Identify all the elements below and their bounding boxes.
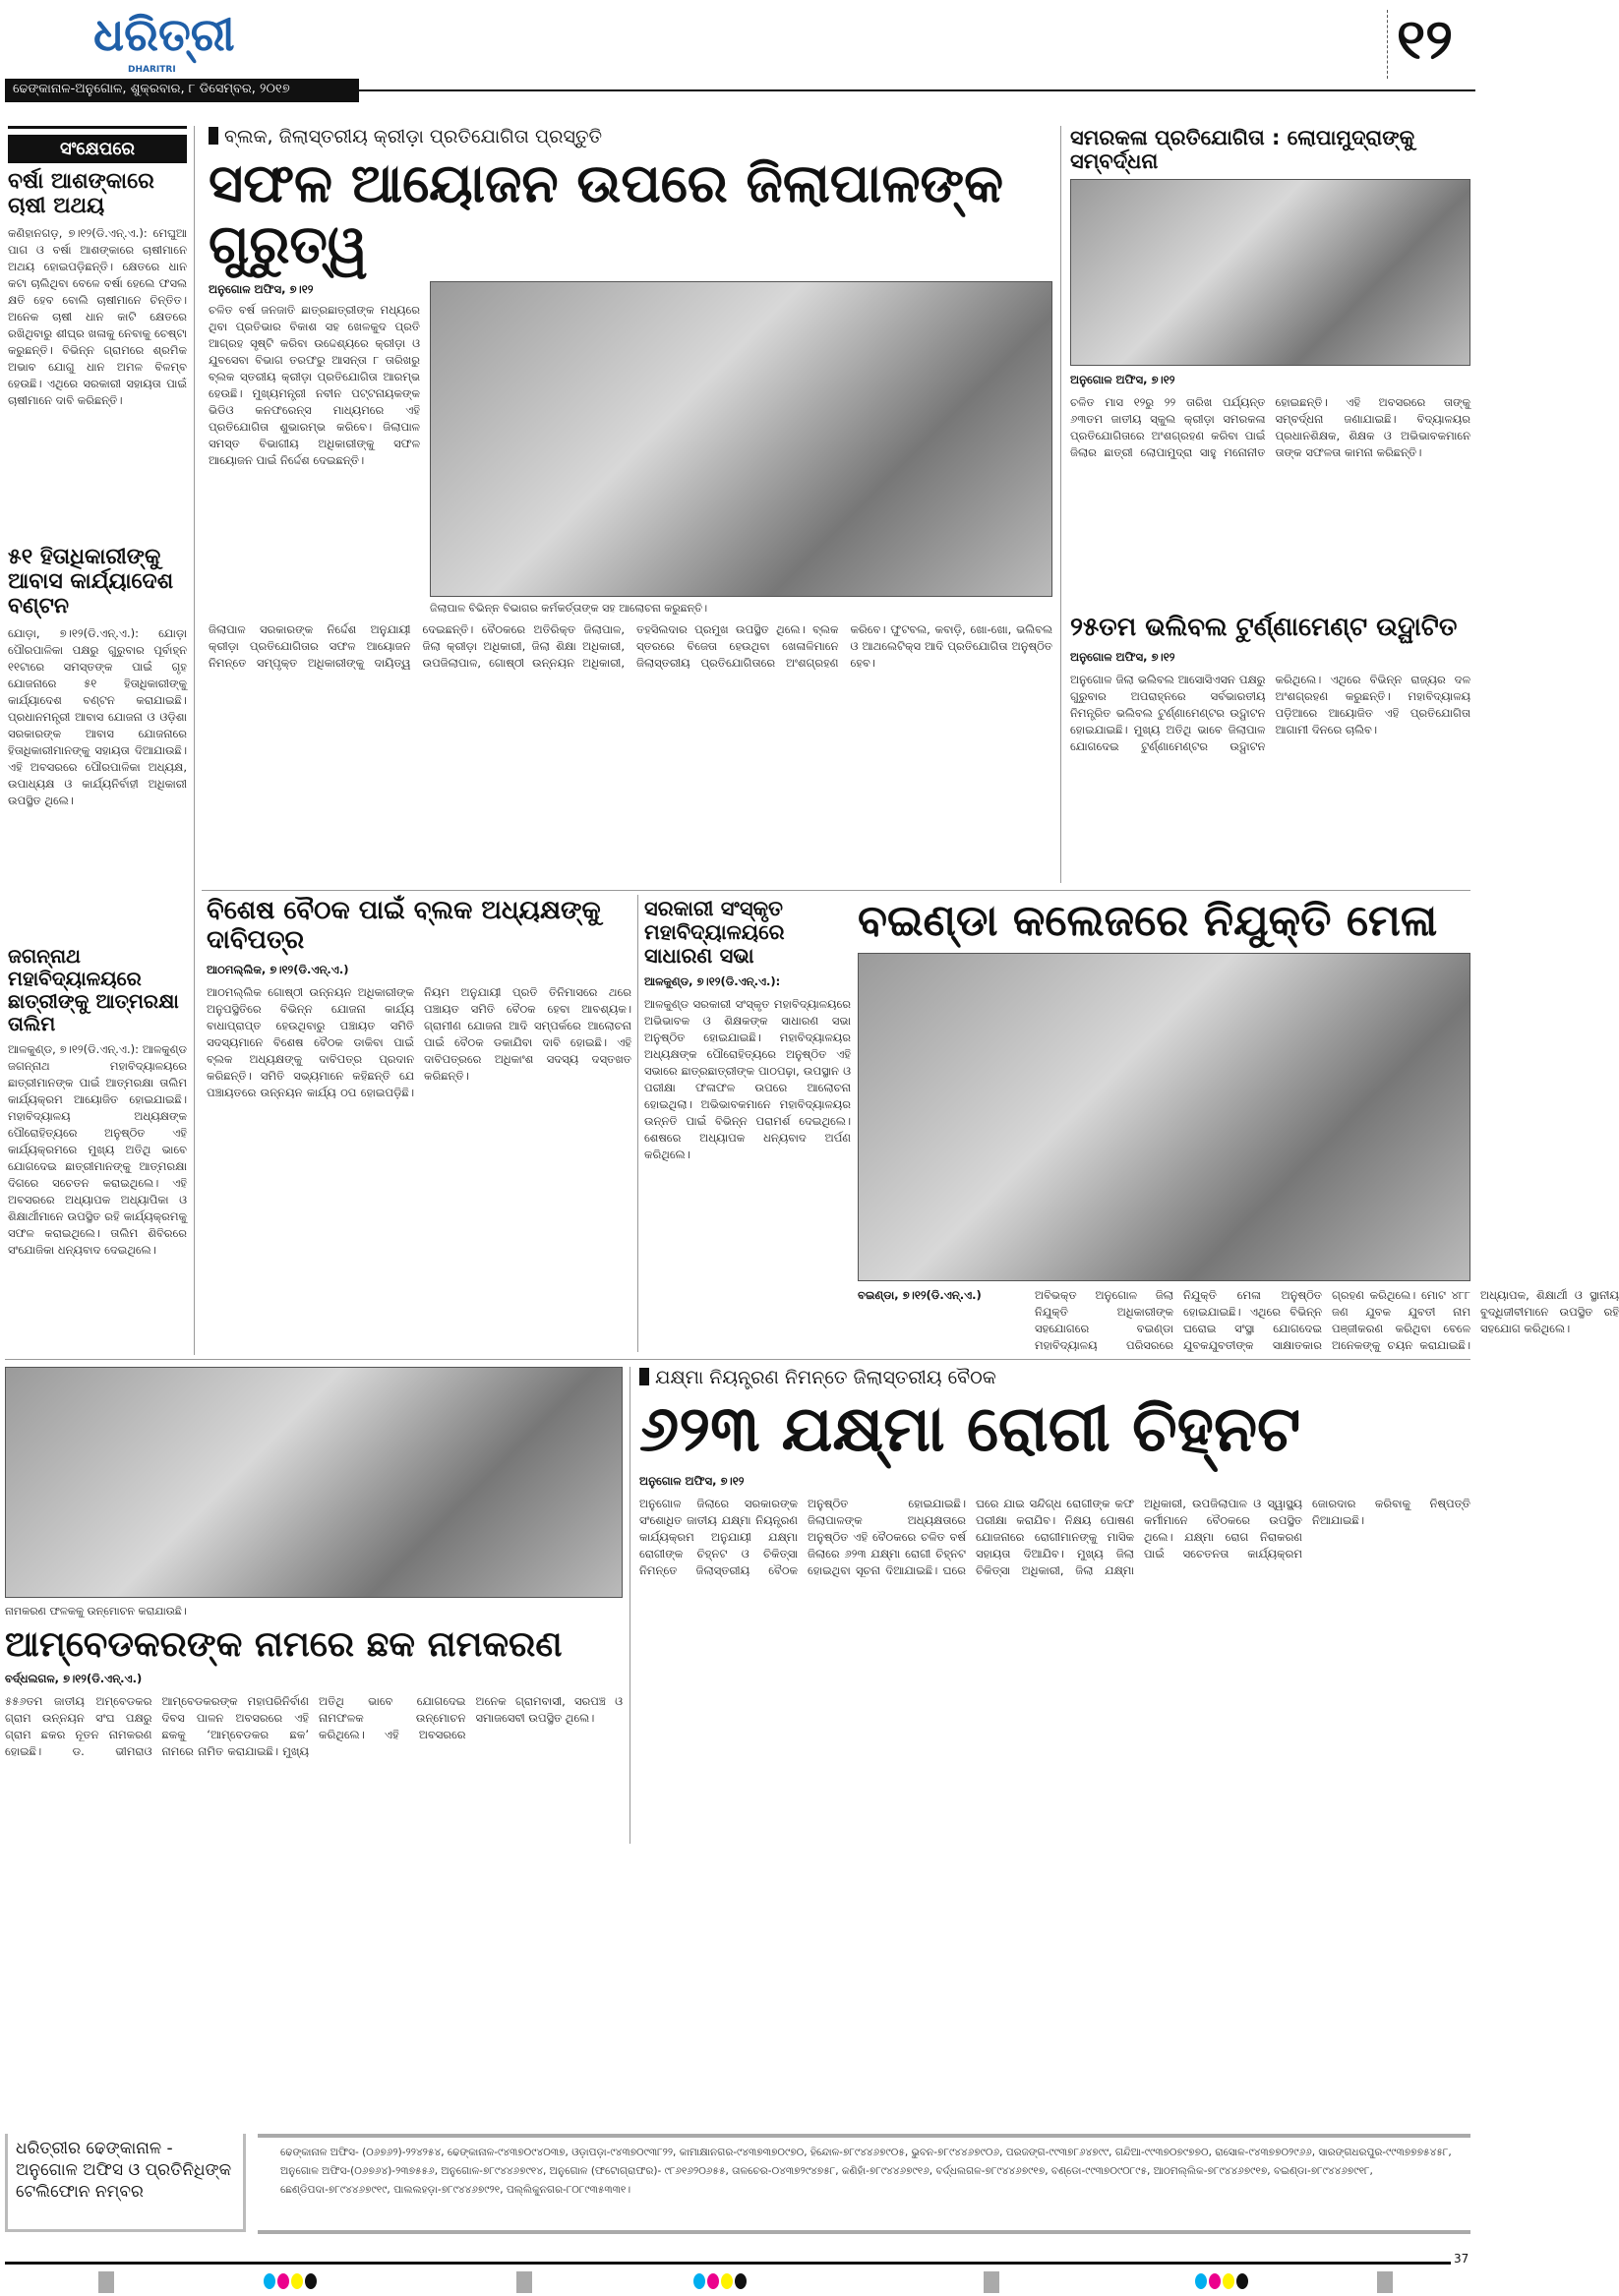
- page-number: ୧୨: [1397, 8, 1454, 72]
- article-body: କଣିହାନଗଡ଼, ୭।୧୨(ଡି.ଏନ୍.ଏ.): ମେଘୁଆ ପାଗ ଓ ବର୍ଷା ଆଶଙ୍କାରେ ଚାଷୀମାନେ ଅଥୟ ହୋଇପଡ଼ିଛନ୍ତି। କ୍ଷେତରେ ଧାନ କଟା ଚାଲିଥିବା ବେଳେ ବର୍ଷା ହେଲେ ଫସଲ କ୍ଷତି ହେବ ବୋଲି ଚାଷୀମାନେ ଚିନ୍ତିତ। ଅନେକ ଚାଷୀ ଧାନ କାଟି କ୍ଷେତରେ ରଖିଥିବାରୁ ଶୀଘ୍ର ଖଳାକୁ ନେବାକୁ ଚେଷ୍ଟା କରୁଛନ୍ତି। ବିଭିନ୍ନ ଗ୍ରାମରେ ଶ୍ରମିକ ଅଭାବ ଯୋଗୁ ଧାନ ଅମଳ ବିଳମ୍ବ ହେଉଛି। ଏଥିରେ ସରକାରୀ ସହାୟତା ପାଇଁ ଚାଷୀମାନେ ଦାବି କରିଛନ୍ତି।: [8, 225, 187, 407]
- phone-directory: ଢେଙ୍କାନାଳ ଅଫିସ- (୦୬୭୬୨)-୨୨୪୨୫୪, ଢେଙ୍କାନାଳ-୯୪୩୭୦୯୪୦୩୭, ଓଡ଼ାପଡ଼ା-୯୪୩୭୦୯୩୮୨୨, କାମାକ୍ଷାନଗର-୯୪୩୭୩୭୦୯୭୦, ହିନ୍ଦୋଳ-୭୮୯୪୪୬୭୯୦୫, ଭୁବନ-୭୮୯୪୪୬୭୯୦୬, ପରଜଙ୍ଗ-୯୯୩୭୮୬୪୭୯୯, ଗନ୍ଦିଆ-୯୯୩୭୦୭୯୭୭୦, ରାସୋଳ-୯୪୩୭୭୦୨୯୬୬, ସାରଙ୍ଗଧରପୁର-୯୯୩୭୭୭୫୪୫୮, ଅନୁଗୋଳ ଅଫିସ-(୦୬୭୬୪)-୨୩୭୫୫୬, ଅନୁଗୋଳ-୭୮୯୪୪୬୭୯୧୪, ଅନୁଗୋଳ (ଫଟୋଗ୍ରାଫର)- ୯୮୬୧୬୨୦୬୫୫, ତାଳଚେର-୦୪୩୭୨୯୪୭୫୮, କଣିହାଁ-୭୮୯୪୪୬୭୯୧୬, ବର୍ଦ୍ଧଲଗଳ-୭୮୯୪୪୬୭୯୧୭, ବଣ୍ଡୋ-୯୯୩୭୦୯୦୮୯୫, ଆଠମଲ୍ଲିକ-୭୮୯୪୪୬୭୯୧୭, ବଇଣ୍ଡା-୭୮୯୪୪୬୭୯୧୮, ଛେଣ୍ଡିପଦା-୭୮୯୪୪୬୭୯୧୯, ପାଲଲହଡ଼ା-୭୮୯୪୪୬୭୯୨୧, ପଲ୍ଲିକୁନଗର-୮୦୮୯୩୫୩୩୧।: [280, 2147, 1452, 2196]
- article-kicker: ଯକ୍ଷ୍ମା ନିୟନ୍ତ୍ରଣ ନିମନ୍ତେ ଜିଲାସ୍ତରୀୟ ବୈଠକ: [639, 1367, 1470, 1388]
- article-body: ଚଳିତ ମାସ ୧୨ରୁ ୨୨ ତାରିଖ ପର୍ଯ୍ୟନ୍ତ ୬୩ତମ ଜାତୀୟ ସ୍କୁଲ କ୍ରୀଡ଼ା ସମରକଳା ପ୍ରତିଯୋଗିତାରେ ଅଂଶଗ୍ରହଣ କରିବା ପାଇଁ ଜିଲାର ଛାତ୍ରୀ ଲୋପାମୁଦ୍ରା ସାହୁ ମନୋନୀତ ହୋଇଛନ୍ତି। ଏହି ଅବସରରେ ତାଙ୍କୁ ସମ୍ବର୍ଦ୍ଧନା ଜଣାଯାଇଛି। ବିଦ୍ୟାଳୟର ପ୍ରଧାନଶିକ୍ଷକ, ଶିକ୍ଷକ ଓ ଅଭିଭାବକମାନେ ତାଙ୍କ ସଫଳତା କାମନା କରିଛନ୍ତି।: [1070, 395, 1470, 460]
- article-headline: ବର୍ଷା ଆଶଙ୍କାରେ ଚାଷୀ ଅଥୟ: [8, 169, 154, 219]
- main-article: [209, 126, 1052, 885]
- article-dateline: ବଇଣ୍ଡା, ୭।୧୨(ଡି.ଏନ୍.ଏ.): [858, 1288, 982, 1302]
- footer-rule: [258, 2134, 1470, 2138]
- bottom-left-article: [5, 1367, 623, 1846]
- article-body: ଅବିଭକ୍ତ ଅନୁଗୋଳ ଜିଲା ନିଯୁକ୍ତି ଅଧିକାରୀଙ୍କ ସହଯୋଗରେ ବଇଣ୍ଡା ମହାବିଦ୍ୟାଳୟ ପରିସରରେ ନିଯୁକ୍ତି ମେଳା ଅନୁଷ୍ଠିତ ହୋଇଯାଇଛି। ଏଥିରେ ବିଭିନ୍ନ ଘରୋଇ ସଂସ୍ଥା ଯୋଗଦେଇ ଯୁବକଯୁବତୀଙ୍କ ସାକ୍ଷାତକାର ଗ୍ରହଣ କରିଥିଲେ। ମୋଟ ୪୮୮ ଜଣ ଯୁବକ ଯୁବତୀ ନାମ ପଞ୍ଜୀକରଣ କରିଥିବା ବେଳେ ଅନେକଙ୍କୁ ଚୟନ କରାଯାଇଛି। ଅଧ୍ୟାପକ, ଶିକ୍ଷାର୍ଥୀ ଓ ସ୍ଥାନୀୟ ବୁଦ୍ଧିଜୀବୀମାନେ ଉପସ୍ଥିତ ରହି ସହଯୋଗ କରିଥିଲେ।: [1035, 1288, 1619, 1352]
- article-body: ଆଳକୁଣ୍ଡ, ୭।୧୨(ଡି.ଏନ୍.ଏ.): ଆଳକୁଣ୍ଡ ଜଗନ୍ନାଥ ମହାବିଦ୍ୟାଳୟରେ ଛାତ୍ରୀମାନଙ୍କ ପାଇଁ ଆତ୍ମରକ୍ଷା ତାଲିମ କାର୍ଯ୍ୟକ୍ରମ ଆୟୋଜିତ ହୋଇଯାଇଛି। ମହାବିଦ୍ୟାଳୟ ଅଧ୍ୟକ୍ଷଙ୍କ ପୌରୋହିତ୍ୟରେ ଅନୁଷ୍ଠିତ ଏହି କାର୍ଯ୍ୟକ୍ରମରେ ମୁଖ୍ୟ ଅତିଥି ଭାବେ ଯୋଗଦେଇ ଛାତ୍ରୀମାନଙ୍କୁ ଆତ୍ମରକ୍ଷା ଦିଗରେ ସଚେତନ କରାଇଥିଲେ। ଏହି ଅବସରରେ ଅଧ୍ୟାପକ ଅଧ୍ୟାପିକା ଓ ଶିକ୍ଷାର୍ଥୀମାନେ ଉପସ୍ଥିତ ରହି କାର୍ଯ୍ୟକ୍ରମକୁ ସଫଳ କରାଇଥିଲେ। ତାଲିମ ଶିବିରରେ ସଂଯୋଜିକା ଧନ୍ୟବାଦ ଦେଇଥିଲେ।: [8, 1041, 187, 1257]
- footer-rule: [258, 2230, 1470, 2234]
- column-divider: [1060, 126, 1061, 883]
- article-headline: ୨୫ତମ ଭଲିବଲ ଟୁର୍ଣ୍ଣାମେଣ୍ଟ ଉଦ୍ଘାଟିତ: [1070, 613, 1458, 643]
- article-headline: ସରକାରୀ ସଂସ୍କୃତ ମହାବିଦ୍ୟାଳୟରେ ସାଧାରଣ ସଭା: [644, 897, 785, 969]
- newspaper-logo-en: DHARITRI: [128, 65, 176, 75]
- bottom-right-article: [639, 1367, 1470, 1846]
- photo-caption: ଜିଲାପାଳ ବିଭିନ୍ନ ବିଭାଗର କର୍ମକର୍ତ୍ତାଙ୍କ ସହ ଆଲୋଚନା କରୁଛନ୍ତି।: [430, 602, 708, 616]
- column-divider: [637, 895, 638, 1352]
- main-headline: ସଫଳ ଆୟୋଜନ ଉପରେ ଜିଲାପାଳଙ୍କ ଗୁରୁତ୍ୱ: [209, 152, 1004, 276]
- felicitation-photo: [1070, 179, 1470, 366]
- article-headline: ଜଗନ୍ନାଥ ମହାବିଦ୍ୟାଳୟରେ ଛାତ୍ରୀଙ୍କୁ ଆତ୍ମରକ୍ଷା ତାଲିମ: [8, 943, 179, 1035]
- brief-column: [8, 126, 187, 1355]
- article-body: ଅନୁଗୋଳ ଜିଲା ଭଲିବଲ ଆସୋସିଏସନ ପକ୍ଷରୁ ଗୁରୁବାର ଅପରାହ୍ନରେ ସର୍ବଭାରତୀୟ ନିମନ୍ତ୍ରିତ ଭଲିବଲ ଟୁର୍ଣ୍ଣାମେଣ୍ଟର ଉଦ୍ଘାଟନ ହୋଇଯାଇଛି। ମୁଖ୍ୟ ଅତିଥି ଭାବେ ଜିଲାପାଳ ଯୋଗଦେଇ ଟୁର୍ଣ୍ଣାମେଣ୍ଟର ଉଦ୍ଘାଟନ କରିଥିଲେ। ଏଥିରେ ବିଭିନ୍ନ ରାଜ୍ୟର ଦଳ ଅଂଶଗ୍ରହଣ କରୁଛନ୍ତି। ମହାବିଦ୍ୟାଳୟ ପଡ଼ିଆରେ ଆୟୋଜିତ ଏହି ପ୍ରତିଯୋଗିତା ଆଗାମୀ ଦିନରେ ଚାଲିବ।: [1070, 673, 1470, 754]
- chowk-naming-photo: [5, 1367, 623, 1598]
- page-number-divider: [1387, 10, 1388, 79]
- photo-caption: ନାମକରଣ ଫଳକକୁ ଉନ୍ମୋଚନ କରାଯାଉଛି।: [5, 1605, 187, 1618]
- article-dateline: ବର୍ଦ୍ଧଲଗଳ, ୭।୧୨(ଡି.ଏନ୍.ଏ.): [5, 1672, 143, 1686]
- article-dateline: ଆଳକୁଣ୍ଡ, ୭।୧୨(ଡି.ଏନ୍.ଏ.):: [644, 974, 781, 989]
- edition-dateline: ଢେଙ୍କାନାଳ-ଅନୁଗୋଳ, ଶୁକ୍ରବାର, ୮ ଡିସେମ୍ବର, ୨୦୧୭: [5, 79, 359, 102]
- cmyk-color-marks: [693, 2273, 749, 2293]
- cmyk-color-marks: [1195, 2273, 1250, 2293]
- mid-article: [858, 896, 1619, 1354]
- bottom-rule: [5, 2262, 1451, 2265]
- contact-box-title: ଧରିତ୍ରୀର ଢେଙ୍କାନାଳ - ଅନୁଗୋଳ ଅଫିସ ଓ ପ୍ରତିନିଧିଙ୍କ ଟେଲିଫୋନ ନମ୍ବର: [5, 2134, 246, 2232]
- right-column: [1070, 126, 1470, 885]
- article-body: ଜିଲାପାଳ ସରକାରଙ୍କ ନିର୍ଦ୍ଦେଶ ଅନୁଯାୟୀ କ୍ରୀଡ଼ା ପ୍ରତିଯୋଗିତାର ସଫଳ ଆୟୋଜନ ନିମନ୍ତେ ସମ୍ପୃକ୍ତ ଅଧିକାରୀଙ୍କୁ ଦାୟିତ୍ୱ ଦେଇଛନ୍ତି। ବୈଠକରେ ଅତିରିକ୍ତ ଜିଲାପାଳ, ଜିଲା କ୍ରୀଡ଼ା ଅଧିକାରୀ, ଜିଲା ଶିକ୍ଷା ଅଧିକାରୀ, ଉପଜିଲାପାଳ, ଗୋଷ୍ଠୀ ଉନ୍ନୟନ ଅଧିକାରୀ, ତହସିଲଦାର ପ୍ରମୁଖ ଉପସ୍ଥିତ ଥିଲେ। ବ୍ଲକ ସ୍ତରରେ ବିଜେତା ହେଉଥିବା ଖେଳାଳିମାନେ ଜିଲାସ୍ତରୀୟ ପ୍ରତିଯୋଗିତାରେ ଅଂଶଗ୍ରହଣ କରିବେ। ଫୁଟବଲ, କବାଡ଼ି, ଖୋ-ଖୋ, ଭଲିବଲ ଓ ଆଥଲେଟିକ୍ସ ଆଦି ପ୍ରତିଯୋଗିତା ଅନୁଷ୍ଠିତ ହେବ।: [209, 622, 1052, 671]
- article-dateline: ଆଠମଲ୍ଲିକ, ୭।୧୨(ଡି.ଏନ୍.ଏ.): [207, 962, 349, 976]
- article-body: ଅନୁଗୋଳ ଜିଲାରେ ସରକାରଙ୍କ ସଂଶୋଧିତ ଜାତୀୟ ଯକ୍ଷ୍ମା ନିୟନ୍ତ୍ରଣ କାର୍ଯ୍ୟକ୍ରମ ଅନୁଯାୟୀ ଯକ୍ଷ୍ମା ରୋଗୀଙ୍କ ଚିହ୍ନଟ ଓ ଚିକିତ୍ସା ନିମନ୍ତେ ଜିଲାସ୍ତରୀୟ ବୈଠକ ଅନୁଷ୍ଠିତ ହୋଇଯାଇଛି। ଜିଲାପାଳଙ୍କ ଅଧ୍ୟକ୍ଷତାରେ ଅନୁଷ୍ଠିତ ଏହି ବୈଠକରେ ଚଳିତ ବର୍ଷ ଜିଲାରେ ୬୨୩ ଯକ୍ଷ୍ମା ରୋଗୀ ଚିହ୍ନଟ ହୋଇଥିବା ସୂଚନା ଦିଆଯାଇଛି। ଘରେ ଘରେ ଯାଇ ସନ୍ଦିଗ୍ଧ ରୋଗୀଙ୍କ କଫ ପରୀକ୍ଷା କରାଯିବ। ନିକ୍ଷୟ ପୋଷଣ ଯୋଜନାରେ ରୋଗୀମାନଙ୍କୁ ମାସିକ ସହାୟତା ଦିଆଯିବ। ମୁଖ୍ୟ ଜିଲା ଚିକିତ୍ସା ଅଧିକାରୀ, ଜିଲା ଯକ୍ଷ୍ମା ଅଧିକାରୀ, ଉପଜିଲାପାଳ ଓ ସ୍ୱାସ୍ଥ୍ୟ କର୍ମୀମାନେ ବୈଠକରେ ଉପସ୍ଥିତ ଥିଲେ। ଯକ୍ଷ୍ମା ରୋଗ ନିରାକରଣ ପାଇଁ ସଚେତନତା କାର୍ଯ୍ୟକ୍ରମ ଜୋରଦାର କରିବାକୁ ନିଷ୍ପତ୍ତି ନିଆଯାଇଛି।: [639, 1496, 1470, 1577]
- article-headline: ୫୧ ହିତାଧିକାରୀଙ୍କୁ ଆବାସ କାର୍ଯ୍ୟାଦେଶ ବଣ୍ଟନ: [8, 544, 174, 619]
- header-rule: [359, 89, 1475, 91]
- article-headline: ସମରକଳା ପ୍ରତିଯୋଗିତା : ଲୋପାମୁଦ୍ରାଙ୍କୁ ସମ୍ବର୍ଦ୍ଧନା: [1070, 126, 1415, 174]
- cmyk-color-marks: [264, 2273, 319, 2293]
- article-kicker: ବ୍ଲକ, ଜିଲାସ୍ତରୀୟ କ୍ରୀଡ଼ା ପ୍ରତିଯୋଗିତା ପ୍ରସ୍ତୁତି: [209, 126, 1052, 147]
- job-fair-photo: [858, 953, 1470, 1281]
- article-headline: ବିଶେଷ ବୈଠକ ପାଇଁ ବ୍ଲକ ଅଧ୍ୟକ୍ଷଙ୍କୁ ଦାବିପତ୍ର: [207, 896, 601, 955]
- article-dateline: ଅନୁଗୋଳ ଅଫିସ, ୭।୧୨: [1070, 373, 1175, 387]
- registration-mark: [984, 2271, 999, 2293]
- article-body: ଆଳକୁଣ୍ଡ ସରକାରୀ ସଂସ୍କୃତ ମହାବିଦ୍ୟାଳୟରେ ଅଭିଭାବକ ଓ ଶିକ୍ଷକଙ୍କ ସାଧାରଣ ସଭା ଅନୁଷ୍ଠିତ ହୋଇଯାଇଛି। ମହାବିଦ୍ୟାଳୟର ଅଧ୍ୟକ୍ଷଙ୍କ ପୌରୋହିତ୍ୟରେ ଅନୁଷ୍ଠିତ ଏହି ସଭାରେ ଛାତ୍ରଛାତ୍ରୀଙ୍କ ପାଠପଢ଼ା, ଉପସ୍ଥାନ ଓ ପରୀକ୍ଷା ଫଳାଫଳ ଉପରେ ଆଲୋଚନା ହୋଇଥିଲା। ଅଭିଭାବକମାନେ ମହାବିଦ୍ୟାଳୟର ଉନ୍ନତି ପାଇଁ ବିଭିନ୍ନ ପରାମର୍ଶ ଦେଇଥିଲେ। ଶେଷରେ ଅଧ୍ୟାପକ ଧନ୍ୟବାଦ ଅର୍ପଣ କରିଥିଲେ।: [644, 997, 851, 1162]
- row-divider: [5, 1359, 1470, 1360]
- newspaper-logo: ଧରିତ୍ରୀ: [93, 8, 235, 61]
- registration-mark: [516, 2271, 532, 2293]
- article-dateline: ଅନୁଗୋଳ ଅଫିସ, ୭।୧୨: [209, 282, 314, 297]
- article-body: ଯୋଡ଼ା, ୭।୧୨(ଡି.ଏନ୍.ଏ.): ଯୋଡ଼ା ପୌରପାଳିକା ପକ୍ଷରୁ ଗୁରୁବାର ପୂର୍ବାହ୍ନ ୧୧ଟାରେ ସମସ୍ତଙ୍କ ପାଇଁ ଗୃହ ଯୋଜନାରେ ୫୧ ହିତାଧିକାରୀଙ୍କୁ କାର୍ଯ୍ୟାଦେଶ ବଣ୍ଟନ କରାଯାଇଛି। ପ୍ରଧାନମନ୍ତ୍ରୀ ଆବାସ ଯୋଜନା ଓ ଓଡ଼ିଶା ସରକାରଙ୍କ ଆବାସ ଯୋଜନାରେ ହିତାଧିକାରୀମାନଙ୍କୁ ସହାୟତା ଦିଆଯାଉଛି। ଏହି ଅବସରରେ ପୌରପାଳିକା ଅଧ୍ୟକ୍ଷ, ଉପାଧ୍ୟକ୍ଷ ଓ କାର୍ଯ୍ୟନିର୍ବାହୀ ଅଧିକାରୀ ଉପସ୍ଥିତ ଥିଲେ।: [8, 625, 187, 807]
- meeting-photo: [430, 281, 1052, 597]
- main-headline: ୬୨୩ ଯକ୍ଷ୍ମା ରୋଗୀ ଚିହ୍ନଟ: [639, 1393, 1301, 1466]
- registration-mark: [1377, 2271, 1393, 2293]
- article-body: ୫୫୬ତମ ଜାତୀୟ ଅମ୍ବେଡକର ଗ୍ରାମ ଉନ୍ନୟନ ସଂଘ ପକ୍ଷରୁ ଗ୍ରାମ ଛକର ନୂତନ ନାମକରଣ ହୋଇଛି। ଡ. ଭୀମରାଓ ଆମ୍ବେଡକରଙ୍କ ମହାପରିନିର୍ବାଣ ଦିବସ ପାଳନ ଅବସରରେ ଏହି ଛକକୁ ‘ଆମ୍ବେଡକର ଛକ’ ନାମରେ ନାମିତ କରାଯାଇଛି। ମୁଖ୍ୟ ଅତିଥି ଭାବେ ଯୋଗଦେଇ ନାମଫଳକ ଉନ୍ମୋଚନ କରିଥିଲେ। ଏହି ଅବସରରେ ଅନେକ ଗ୍ରାମବାସୀ, ସରପଞ୍ଚ ଓ ସମାଜସେବୀ ଉପସ୍ଥିତ ଥିଲେ।: [5, 1694, 623, 1759]
- row-divider: [202, 890, 1470, 891]
- column-divider: [194, 126, 195, 1355]
- mid-article: [207, 897, 631, 1354]
- mid-article: [644, 897, 851, 1354]
- article-headline: ବଇଣ୍ଡା କଲେଜରେ ନିଯୁକ୍ତି ମେଳା: [858, 896, 1438, 946]
- article-headline: ଆମ୍ବେଡକରଙ୍କ ନାମରେ ଛକ ନାମକରଣ: [5, 1624, 563, 1665]
- article-dateline: ଅନୁଗୋଳ ଅଫିସ, ୭।୧୨: [639, 1473, 745, 1488]
- section-label: ସଂକ୍ଷେପରେ: [8, 135, 187, 163]
- section-rule: [8, 126, 187, 129]
- article-dateline: ଅନୁଗୋଳ ଅଫିସ, ୭।୧୨: [1070, 650, 1175, 665]
- print-page-number: 37: [1454, 2252, 1469, 2266]
- article-body: ଚଳିତ ବର୍ଷ ଜନଜାତି ଛାତ୍ରଛାତ୍ରୀଙ୍କ ମଧ୍ୟରେ ଥିବା ପ୍ରତିଭାର ବିକାଶ ସହ ଖେଳକୁଦ ପ୍ରତି ଆଗ୍ରହ ସୃଷ୍ଟି କରିବା ଉଦ୍ଦେଶ୍ୟରେ କ୍ରୀଡ଼ା ଓ ଯୁବସେବା ବିଭାଗ ତରଫରୁ ଆସନ୍ତା ୮ ତାରିଖରୁ ବ୍ଲକ ସ୍ତରୀୟ କ୍ରୀଡ଼ା ପ୍ରତିଯୋଗିତା ଆରମ୍ଭ ହେଉଛି। ମୁଖ୍ୟମନ୍ତ୍ରୀ ନବୀନ ପଟ୍ଟନାୟକଙ୍କ ଭିଡିଓ କନଫରେନ୍ସ ମାଧ୍ୟମରେ ଏହି ପ୍ରତିଯୋଗିତା ଶୁଭାରମ୍ଭ କରିବେ। ଜିଲାପାଳ ସମସ୍ତ ବିଭାଗୀୟ ଅଧିକାରୀଙ୍କୁ ସଫଳ ଆୟୋଜନ ପାଇଁ ନିର୍ଦ୍ଦେଶ ଦେଇଛନ୍ତି।: [209, 303, 420, 468]
- article-body: ଆଠମଲ୍ଲିକ ଗୋଷ୍ଠୀ ଉନ୍ନୟନ ଅଧିକାରୀଙ୍କ ଅନୁପସ୍ଥିତିରେ ବିଭିନ୍ନ ଯୋଜନା କାର୍ଯ୍ୟ ବାଧାପ୍ରାପ୍ତ ହେଉଥିବାରୁ ପଞ୍ଚାୟତ ସମିତି ସଦସ୍ୟମାନେ ବିଶେଷ ବୈଠକ ଡାକିବା ପାଇଁ ବ୍ଲକ ଅଧ୍ୟକ୍ଷଙ୍କୁ ଦାବିପତ୍ର ପ୍ରଦାନ କରିଛନ୍ତି। ସମିତି ସଭ୍ୟମାନେ କହିଛନ୍ତି ଯେ ପଞ୍ଚାୟତରେ ଉନ୍ନୟନ କାର୍ଯ୍ୟ ଠପ ହୋଇପଡ଼ିଛି। ନିୟମ ଅନୁଯାୟୀ ପ୍ରତି ତିନିମାସରେ ଥରେ ପଞ୍ଚାୟତ ସମିତି ବୈଠକ ହେବା ଆବଶ୍ୟକ। ଗ୍ରାମୀଣ ଯୋଜନା ଆଦି ସମ୍ପର୍କରେ ଆଲୋଚନା ପାଇଁ ବୈଠକ ଡକାଯିବା ଦାବି ହୋଇଛି। ଏହି ଦାବିପତ୍ରରେ ଅଧିକାଂଶ ସଦସ୍ୟ ଦସ୍ତଖତ କରିଛନ୍ତି।: [207, 984, 631, 1099]
- registration-mark: [98, 2271, 114, 2293]
